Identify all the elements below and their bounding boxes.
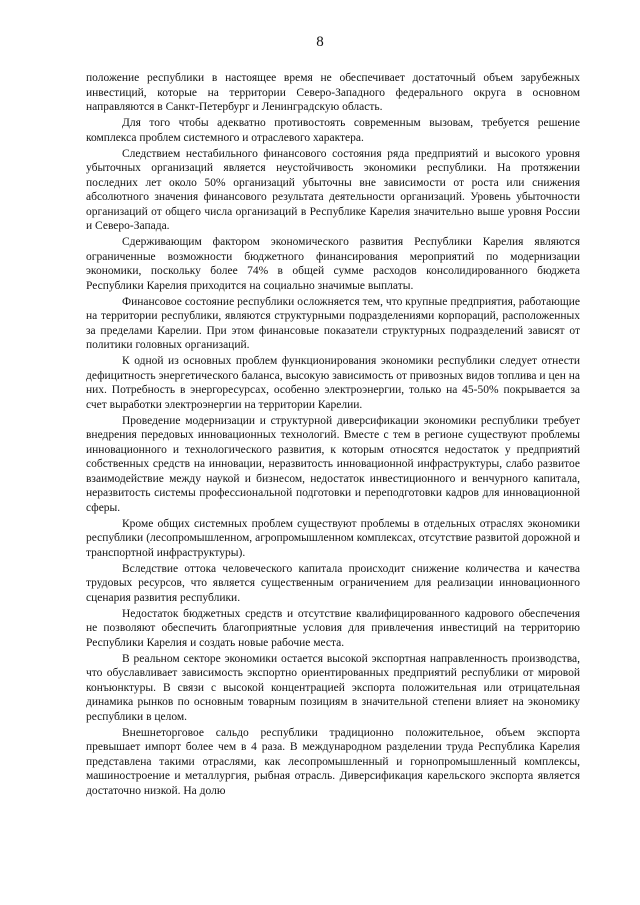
paragraph-7: Проведение модернизации и структурной диверсификации экономики республики требует внедрения передовых инновационных технологий. Вместе с тем в регионе существуют проблемы инновационного и технологического развития, к которым относятся недостаток у предприятий собственных средств на инновации, неразвитость инновационной инфраструктуры, слабо развитое взаимодействие между наукой и бизнесом, недостаток инвестиционного и венчурного капитала, неразвитость системы профессиональной подготовки и переподготовки кадров для инновационной сферы. — [86, 414, 580, 514]
body-text — [86, 71, 580, 800]
paragraph-3: Следствием нестабильного финансового состояния ряда предприятий и высокого уровня убыточных организаций является неустойчивость экономики республики. На протяжении последних лет около 50% организаций убыточны вне зависимости от роста или снижения абсолютного значения финансового результата деятельности организаций. Уровень убыточности организаций от общего числа организаций в Республике Карелия значительно выше уровня России и Северо-Запада. — [86, 147, 580, 232]
paragraph-10: Недостаток бюджетных средств и отсутствие квалифицированного кадрового обеспечения не позволяют обеспечить благоприятные условия для привлечения инвестиций на территорию Республики Карелия и создать новые рабочие места. — [86, 607, 580, 649]
paragraph-11: В реальном секторе экономики остается высокой экспортная направленность производства, что обуславливает зависимость экспортно ориентированных предприятий республики от мировой конъюнктуры. В связи с высокой концентрацией экспорта положительная или отрицательная динамика рынков по основным товарным позициям в значительной степени влияет на экономику республики в целом. — [86, 652, 580, 723]
paragraph-2: Для того чтобы адекватно противостоять современным вызовам, требуется решение комплекса проблем системного и отраслевого характера. — [86, 117, 580, 144]
paragraph-5: Финансовое состояние республики осложняется тем, что крупные предприятия, работающие на территории республики, являются структурными подразделениями корпораций, расположенных за пределами Карелии. При этом финансовые показатели структурных подразделений зависят от политики головных организаций. — [86, 295, 580, 351]
paragraph-9: Вследствие оттока человеческого капитала происходит снижение количества и качества трудовых ресурсов, что является существенным ограничением для реализации инновационного сценария развития республики. — [86, 562, 580, 604]
paragraph-4: Сдерживающим фактором экономического развития Республики Карелия являются ограниченные возможности бюджетного финансирования мероприятий по модернизации экономики, поскольку более 74% в общей сумме расходов консолидированного бюджета Республики Карелия приходится на социально значимые выплаты. — [86, 236, 580, 292]
page-number: 8 — [316, 34, 324, 50]
paragraph-8: Кроме общих системных проблем существуют проблемы в отдельных отраслях экономики республики (лесопромышленном, агропромышленном комплексах, отсутствие развитой дорожной и транспортной инфраструктуры). — [86, 517, 580, 559]
paragraph-6: К одной из основных проблем функционирования экономики республики следует отнести дефицитность энергетического баланса, высокую зависимость от привозных видов топлива и цен на них. Потребность в энергоресурсах, особенно электроэнергии, только на 45-50% покрывается за счет выработки электроэнергии на территории Карелии. — [86, 355, 580, 411]
paragraph-1: положение республики в настоящее время не обеспечивает достаточный объем зарубежных инвестиций, которые на территории Северо-Западного федерального округа в основном направляются в Санкт-Петербург и Ленинградскую область. — [86, 72, 580, 113]
paragraph-12: Внешнеторговое сальдо республики традиционно положительное, объем экспорта превышает импорт более чем в 4 раза. В международном разделении труда Республика Карелия представлена такими отраслями, как лесопромышленный и горнопромышленный комплексы, машиностроение и металлургия, рыбная отрасль. Диверсификация карельского экспорта является достаточно низкой. На долю — [86, 726, 580, 797]
